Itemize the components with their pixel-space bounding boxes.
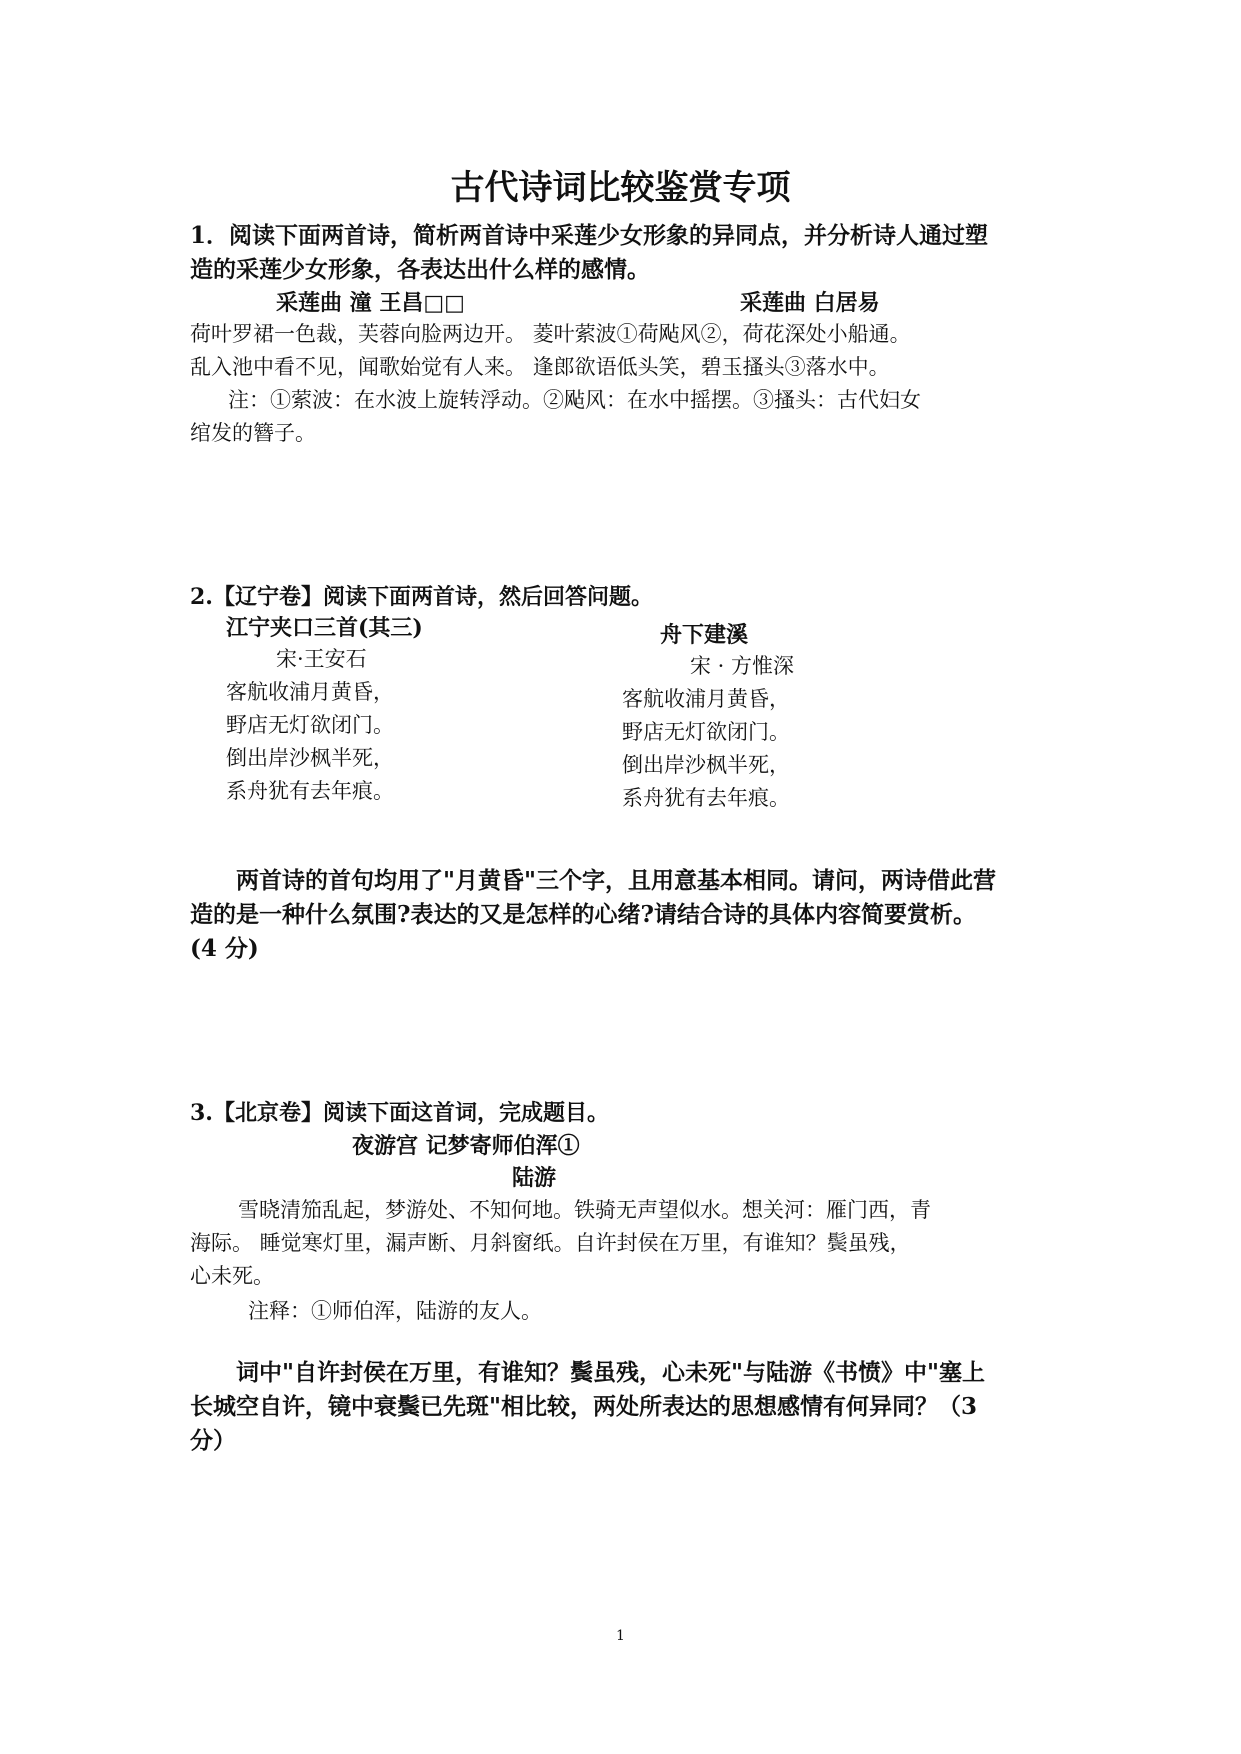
q3-author: 陆游 — [512, 1165, 557, 1191]
q3-text-line1: 雪晓清笳乱起，梦游处、不知何地。铁骑无声望似水。想关河：雁门西，青 — [238, 1198, 931, 1222]
q2-poem-a-line: 倒出岸沙枫半死， — [226, 746, 394, 770]
q1-prompt-line2: 造的采莲少女形象，各表达出什么样的感情。 — [190, 256, 650, 283]
q1-poem-line: 乱入池中看不见，闻歌始觉有人来。 逢郎欲语低头笑，碧玉搔头③落水中。 — [190, 355, 890, 379]
q3-text-line2: 海际。 睡觉寒灯里，漏声断、月斜窗纸。自许封侯在万里，有谁知？鬓虽残， — [190, 1231, 911, 1255]
q2-poem-b-line: 系舟犹有去年痕。 — [622, 786, 790, 810]
q2-poem-a-line: 系舟犹有去年痕。 — [226, 779, 394, 803]
q2-question-line2: 造的是一种什么氛围?表达的又是怎样的心绪?请结合诗的具体内容简要赏析。 — [190, 901, 976, 928]
q2-poem-b-title: 舟下建溪 — [660, 622, 749, 648]
q1-note-line2: 绾发的簪子。 — [190, 421, 316, 445]
page-number: 1 — [616, 1628, 625, 1644]
q3-question-line3: 分） — [190, 1427, 236, 1454]
q2-poem-a-line: 野店无灯欲闭门。 — [226, 713, 394, 737]
q2-poem-b-line: 客航收浦月黄昏， — [622, 687, 790, 711]
document-title: 古代诗词比较鉴赏专项 — [450, 168, 791, 208]
q2-header: 2.【辽宁卷】阅读下面两首诗，然后回答问题。 — [190, 584, 653, 610]
q2-poem-a-line: 客航收浦月黄昏， — [226, 680, 394, 704]
q1-note-line1: 注：①萦波：在水波上旋转浮动。②飐风：在水中摇摆。③搔头：古代妇女 — [228, 388, 921, 412]
q1-prompt-line1: 1．阅读下面两首诗，简析两首诗中采莲少女形象的异同点，并分析诗人通过塑 — [190, 222, 989, 249]
q1-poem-a-heading: 采莲曲 潼 王昌□□ — [276, 290, 465, 316]
q3-poem-title: 夜游宫 记梦寄师伯浑① — [352, 1133, 580, 1159]
q2-poem-b-line: 野店无灯欲闭门。 — [622, 720, 790, 744]
q3-question-line2: 长城空自许，镜中衰鬓已先斑"相比较，两处所表达的思想感情有何异同？（3 — [190, 1393, 977, 1420]
q2-question-line3: (4 分) — [190, 935, 259, 962]
q2-poem-a-title: 江宁夹口三首(其三) — [226, 615, 423, 641]
q1-poem-b-heading: 采莲曲 白居易 — [740, 290, 880, 316]
q3-text-line3: 心未死。 — [190, 1264, 274, 1288]
q2-poem-a-author: 宋·王安石 — [276, 647, 367, 671]
q3-header: 3.【北京卷】阅读下面这首词，完成题目。 — [190, 1100, 609, 1126]
q3-note: 注释：①师伯浑，陆游的友人。 — [248, 1299, 542, 1323]
q3-question-line1: 词中"自许封侯在万里，有谁知？鬓虽残，心未死"与陆游《书愤》中"塞上 — [236, 1359, 985, 1386]
q2-poem-b-author: 宋 · 方惟深 — [690, 654, 795, 678]
q2-poem-b-line: 倒出岸沙枫半死， — [622, 753, 790, 777]
q1-poem-line: 荷叶罗裙一色裁，芙蓉向脸两边开。 菱叶萦波①荷飐风②，荷花深处小船通。 — [190, 322, 911, 346]
q2-question-line1: 两首诗的首句均用了"月黄昏"三个字，且用意基本相同。请问，两诗借此营 — [236, 867, 996, 894]
